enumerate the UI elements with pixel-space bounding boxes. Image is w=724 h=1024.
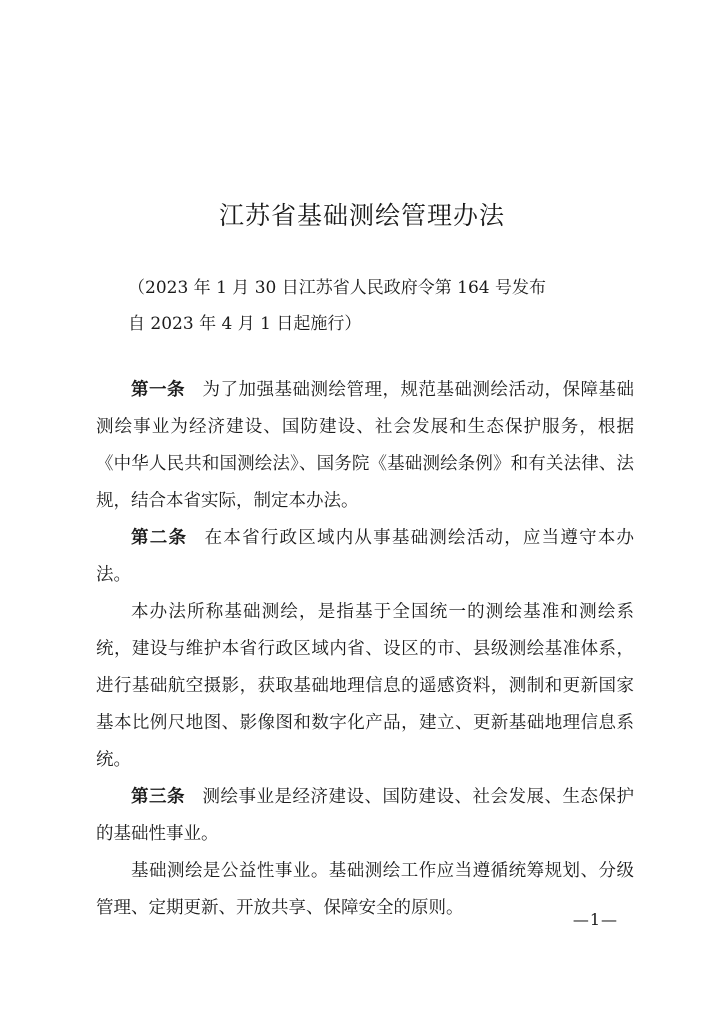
- paragraph-article-1: [96, 372, 634, 520]
- document-body: [96, 372, 634, 927]
- paragraph-text: 为了加强基础测绘管理，规范基础测绘活动，保障基础测绘事业为经济建设、国防建设、社会发展和生态保护服务，根据《中华人民共和国测绘法》、国务院《基础测绘条例》和有关法律、法规，结合本省实际，制定本办法。: [96, 380, 634, 511]
- paragraph-article-3-clause: [96, 853, 634, 927]
- paragraph-text: 测绘事业是经济建设、国防建设、社会发展、生态保护的基础性事业。: [96, 787, 634, 844]
- paragraph-text: 本办法所称基础测绘，是指基于全国统一的测绘基准和测绘系统，建设与维护本省行政区域内省、设区的市、县级测绘基准体系，进行基础航空摄影，获取基础地理信息的遥感资料，测制和更新国家基本比例尺地图、影像图和数字化产品，建立、更新基础地理信息系统。: [96, 602, 634, 770]
- paragraph-article-2-clause: [96, 594, 634, 779]
- article-number: 第三条: [131, 787, 185, 807]
- paragraph-article-3: [96, 779, 634, 853]
- subtitle-line-1: （2023 年 1 月 30 日江苏省人民政府令第 164 号发布: [128, 278, 546, 298]
- article-number: 第一条: [131, 380, 185, 400]
- document-subtitle: [128, 270, 628, 342]
- paragraph-text: 在本省行政区域内从事基础测绘活动，应当遵守本办法。: [96, 528, 635, 585]
- paragraph-text: 基础测绘是公益性事业。基础测绘工作应当遵循统筹规划、分级管理、定期更新、开放共享、保障安全的原则。: [96, 861, 634, 918]
- article-number: 第二条: [131, 528, 188, 548]
- document-title: 江苏省基础测绘管理办法: [218, 201, 505, 230]
- subtitle-line-2: 自 2023 年 4 月 1 日起施行）: [128, 314, 362, 334]
- paragraph-article-2: [96, 520, 634, 594]
- page-number: —1—: [572, 910, 618, 929]
